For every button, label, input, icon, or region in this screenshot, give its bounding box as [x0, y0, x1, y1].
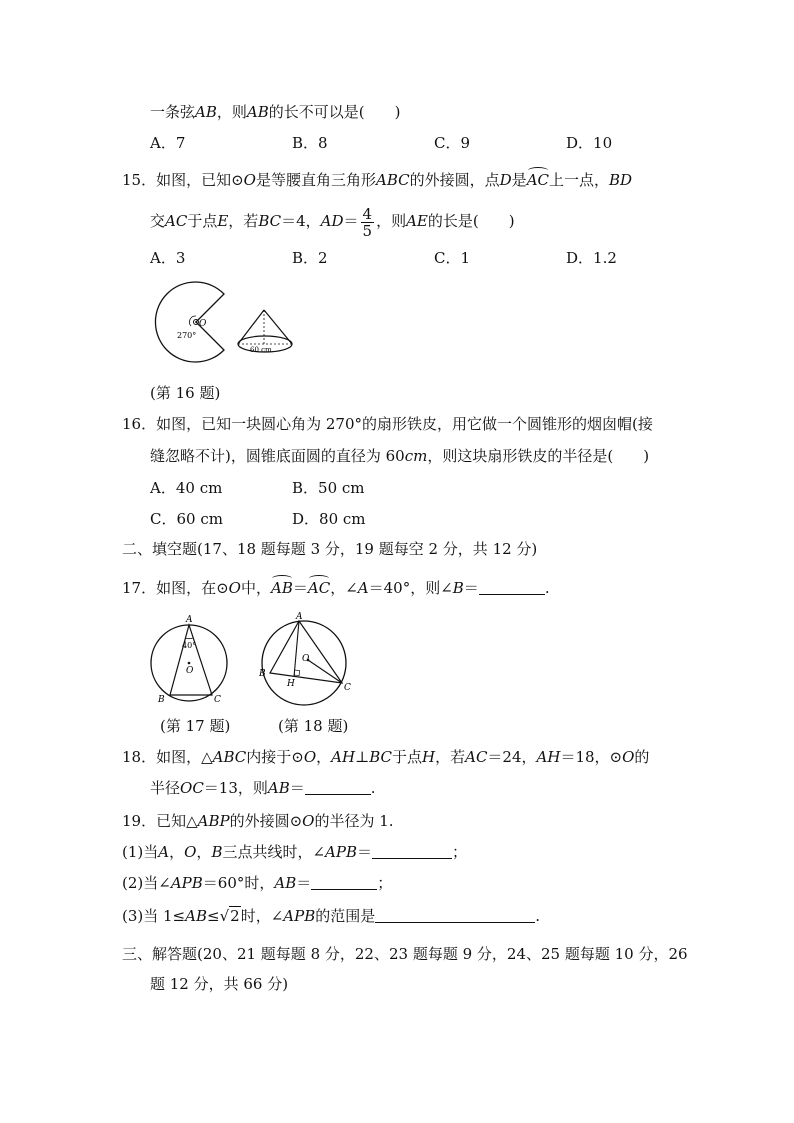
q15-number: 15．	[122, 171, 157, 189]
svg-text:H: H	[287, 679, 295, 689]
figure-16-caption: (第 16 题)	[150, 384, 221, 402]
q19-stem: 19．已知△ABP的外接圆⊙O的半径为 1.	[122, 812, 394, 830]
section-3-heading-line-1: 三、解答题(20、21 题每题 8 分，22、23 题每题 9 分，24、25 题每题 10 分，26	[122, 945, 688, 963]
q19-part-1: (1)当A，O，B三点共线时，∠APB＝ ；	[122, 843, 468, 861]
q14-option-a[interactable]: A．7	[150, 134, 186, 152]
q15-line-1: 15．如图，已知⊙O是等腰直角三角形ABC的外接圆，点D是AC上一点，BD	[122, 171, 633, 189]
svg-text:O: O	[302, 654, 310, 664]
figure-17	[146, 610, 236, 710]
q19-part-1-blank[interactable]	[372, 844, 452, 859]
q15-option-a[interactable]: A．3	[150, 249, 186, 267]
svg-text:B: B	[259, 669, 266, 679]
q14-option-c[interactable]: C．9	[434, 134, 471, 152]
q14-stem: 一条弦AB，则AB的长不可以是( )	[150, 103, 401, 121]
section-2-heading: 二、填空题(17、18 题每题 3 分，19 题每空 2 分，共 12 分)	[122, 540, 538, 558]
q19-number: 19．	[122, 812, 157, 830]
q16-option-a[interactable]: A．40 cm	[150, 479, 223, 497]
q17-stem: 17．如图，在⊙O中，AB＝AC，∠A＝40°，则∠B＝ .	[122, 579, 550, 597]
q18-line-1: 18．如图，△ABC内接于⊙O，AH⊥BC于点H，若AC＝24，AH＝18，⊙O的	[122, 748, 650, 766]
q15-option-d[interactable]: D．1.2	[566, 249, 617, 267]
arc-ac-label: AC	[526, 171, 549, 189]
q14-option-d[interactable]: D．10	[566, 134, 613, 152]
q15-line-2: 交AC于点E，若BC＝4，AD＝ $\frac{4}{5}$ ，则AE的长是( )	[150, 204, 515, 240]
q19-part-3: (3)当 1≤AB≤√2时，∠APB的范围是 .	[122, 907, 541, 925]
q19-part-2: (2)当∠APB＝60°时，AB＝ ；	[122, 874, 393, 892]
q16-option-b[interactable]: B．50 cm	[292, 479, 365, 497]
fig16-o-label: O	[199, 319, 207, 329]
q16-line-2: 缝忽略不计)，圆锥底面圆的直径为 60cm，则这块扇形铁皮的半径是( )	[150, 447, 650, 465]
section-3-heading-line-2: 题 12 分，共 66 分)	[150, 975, 289, 993]
svg-text:A: A	[186, 615, 193, 625]
sqrt-2: √2	[219, 907, 240, 925]
q18-line-2: 半径OC＝13，则AB＝ .	[150, 779, 376, 797]
q18-number: 18．	[122, 748, 157, 766]
q15-option-b[interactable]: B．2	[292, 249, 328, 267]
fig16-diameter-label: 60 cm	[250, 346, 272, 354]
svg-text:B: B	[158, 695, 165, 705]
q16-line-1: 16．如图，已知一块圆心角为 270°的扇形铁皮，用它做一个圆锥形的烟囱帽(接	[122, 415, 653, 433]
svg-text:C: C	[344, 683, 351, 693]
q16-number: 16．	[122, 415, 157, 433]
figure-17-caption: (第 17 题)	[160, 717, 231, 735]
q17-number: 17．	[122, 579, 157, 597]
figure-16	[146, 280, 306, 370]
figure-18	[256, 610, 356, 710]
svg-text:A: A	[296, 612, 303, 622]
q19-part-3-blank[interactable]	[375, 908, 535, 923]
q19-part-2-blank[interactable]	[311, 875, 377, 890]
q16-option-d[interactable]: D．80 cm	[292, 510, 366, 528]
svg-text:C: C	[214, 695, 221, 705]
q15-option-c[interactable]: C．1	[434, 249, 471, 267]
figure-18-caption: (第 18 题)	[278, 717, 349, 735]
q14-option-b[interactable]: B．8	[292, 134, 328, 152]
svg-text:40°: 40°	[182, 641, 197, 650]
q18-answer-blank[interactable]	[305, 780, 371, 795]
q16-option-c[interactable]: C．60 cm	[150, 510, 223, 528]
svg-text:O: O	[186, 666, 194, 676]
fraction-4-5: $\frac{4}{5}$	[362, 204, 373, 240]
q17-answer-blank[interactable]	[479, 580, 545, 595]
fig16-angle-label: 270°	[177, 331, 197, 340]
